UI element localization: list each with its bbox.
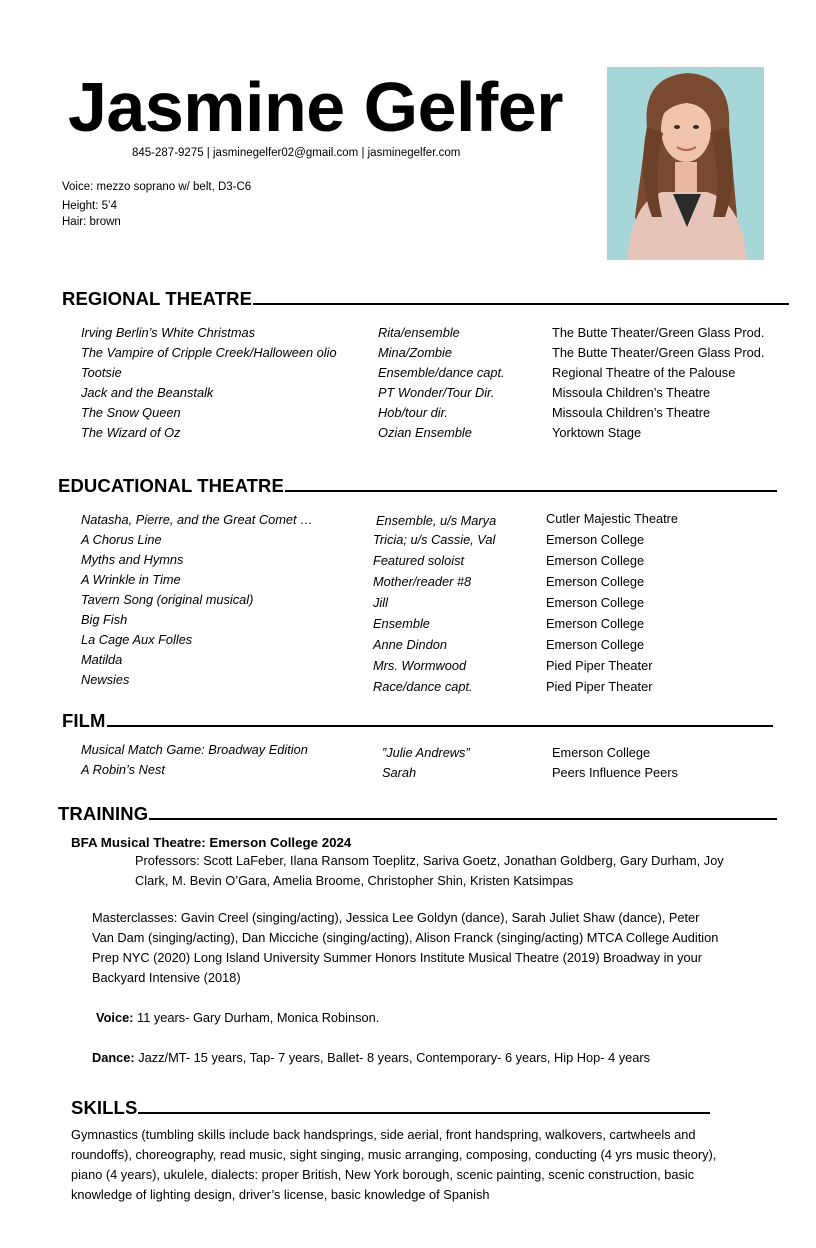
regional-venue: Regional Theatre of the Palouse [552, 365, 736, 380]
attribute-voice: Voice: mezzo soprano w/ belt, D3-C6 [62, 181, 252, 193]
educational-venue: Emerson College [546, 532, 645, 547]
voice-label: Voice: [96, 1010, 134, 1025]
educational-role: Tricia; u/s Cassie, Val [373, 532, 496, 547]
dance-label: Dance: [92, 1050, 135, 1065]
educational-show: La Cage Aux Folles [81, 632, 193, 647]
educational-role: Mrs. Wormwood [373, 658, 467, 673]
regional-venue: Yorktown Stage [552, 425, 642, 440]
training-professors: Professors: Scott LaFeber, Ilana Ransom Toeplitz, Sariva Goetz, Jonathan Goldberg, Gary Durham, Joy Clark, M. Bevin O’Gara, Amelia Broome, Christopher Shin, Kristen Katsimpas [135, 853, 724, 888]
attribute-height: Height: 5’4 [62, 200, 117, 212]
film-venue: Peers Influence Peers [552, 765, 678, 780]
regional-show: The Vampire of Cripple Creek/Halloween olio [81, 345, 337, 360]
educational-venue: Emerson College [546, 616, 645, 631]
regional-venue: The Butte Theater/Green Glass Prod. [552, 345, 765, 360]
training-voice [96, 1010, 379, 1025]
skills-text: Gymnastics (tumbling skills include back handsprings, side aerial, front handspring, walkovers, cartwheels and roundoffs), choreography, read music, sight singing, music arranging, composing, conducting (4 yrs music theory), piano (4 years), ukulele, dialects: proper British, New York borough, scenic painting, scenic construction, basic knowledge of lighting design, driver’s license, basic knowledge of Spanish [71, 1127, 717, 1202]
regional-role: Ensemble/dance capt. [378, 365, 505, 380]
educational-role: Jill [373, 595, 388, 610]
educational-show: Big Fish [81, 612, 128, 627]
section-title: FILM [62, 710, 106, 731]
section-rule [253, 289, 789, 305]
educational-venue: Emerson College [546, 553, 645, 568]
regional-venue: Missoula Children’s Theatre [552, 385, 711, 400]
educational-show: Matilda [81, 652, 123, 667]
regional-show: Irving Berlin’s White Christmas [81, 325, 255, 340]
section-rule [107, 711, 773, 727]
educational-role: Featured soloist [373, 553, 465, 568]
section-title: TRAINING [58, 803, 149, 824]
educational-venue: Pied Piper Theater [546, 679, 653, 694]
educational-show: Natasha, Pierre, and the Great Comet … [81, 512, 313, 527]
educational-role: Ensemble, u/s Marya [376, 513, 497, 528]
section-heading-regional-theatre [62, 288, 789, 310]
educational-venue: Emerson College [546, 595, 645, 610]
regional-show: Tootsie [81, 365, 122, 380]
educational-show: A Chorus Line [81, 532, 162, 547]
regional-venue: The Butte Theater/Green Glass Prod. [552, 325, 765, 340]
educational-role: Ensemble [373, 616, 430, 631]
educational-venue: Emerson College [546, 637, 645, 652]
section-rule [149, 804, 777, 820]
film-show: Musical Match Game: Broadway Edition [81, 742, 308, 757]
headshot-photo [607, 67, 764, 260]
training-masterclasses: Masterclasses: Gavin Creel (singing/acting), Jessica Lee Goldyn (dance), Sarah Juliet Shaw (dance), Peter Van Dam (singing/acting), Dan Micciche (singing/acting), Alison Franck (singing/acting) MTCA College Audition Prep NYC (2020) Long Island University Summer Honors Institute Musical Theatre (2019) Broadway in your Backyard Intensive (2018) [92, 910, 719, 985]
film-show: A Robin’s Nest [81, 762, 165, 777]
training-dance [92, 1050, 650, 1065]
educational-venue: Pied Piper Theater [546, 658, 653, 673]
regional-venue: Missoula Children’s Theatre [552, 405, 711, 420]
attribute-hair: Hair: brown [62, 216, 121, 228]
section-title: SKILLS [71, 1097, 138, 1118]
educational-show: A Wrinkle in Time [81, 572, 181, 587]
section-rule [138, 1098, 710, 1114]
educational-show: Myths and Hymns [81, 552, 184, 567]
training-degree: BFA Musical Theatre: Emerson College 2024 [71, 835, 352, 850]
educational-show: Newsies [81, 672, 130, 687]
section-heading-training [58, 803, 777, 825]
regional-show: Jack and the Beanstalk [81, 385, 214, 400]
educational-role: Mother/reader #8 [373, 574, 472, 589]
film-role: ”Julie Andrews” [382, 745, 470, 760]
section-heading-educational-theatre [58, 475, 777, 497]
educational-role: Anne Dindon [373, 637, 447, 652]
section-heading-film [62, 710, 773, 732]
regional-role: Rita/ensemble [378, 325, 460, 340]
regional-show: The Snow Queen [81, 405, 181, 420]
section-rule [285, 476, 777, 492]
regional-role: Ozian Ensemble [378, 425, 472, 440]
contact-line: 845-287-9275 | jasminegelfer02@gmail.com | jasminegelfer.com [132, 147, 461, 159]
resume-name: Jasmine Gelfer [68, 68, 563, 146]
film-venue: Emerson College [552, 745, 651, 760]
educational-venue: Cutler Majestic Theatre [546, 511, 679, 526]
dance-text: Jazz/MT- 15 years, Tap- 7 years, Ballet- 8 years, Contemporary- 6 years, Hip Hop- 4 years [134, 1050, 651, 1065]
regional-role: Mina/Zombie [378, 345, 452, 360]
educational-role: Race/dance capt. [373, 679, 473, 694]
regional-show: The Wizard of Oz [81, 425, 181, 440]
educational-venue: Emerson College [546, 574, 645, 589]
film-role: Sarah [382, 765, 417, 780]
section-heading-skills [71, 1097, 710, 1119]
educational-show: Tavern Song (original musical) [81, 592, 254, 607]
voice-text: 11 years- Gary Durham, Monica Robinson. [133, 1010, 380, 1025]
section-title: REGIONAL THEATRE [62, 288, 253, 309]
section-title: EDUCATIONAL THEATRE [58, 475, 284, 496]
regional-role: PT Wonder/Tour Dir. [378, 385, 495, 400]
regional-role: Hob/tour dir. [378, 405, 448, 420]
